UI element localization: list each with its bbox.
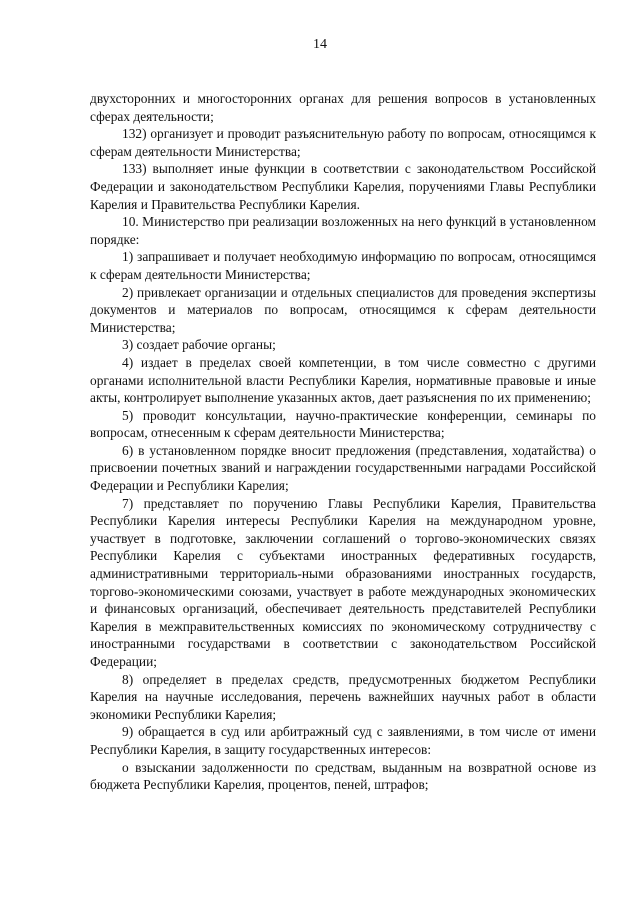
- paragraph-section-10: 10. Министерство при реализации возложенных на него функций в установленном порядке:: [90, 214, 596, 247]
- paragraph-item-132: 132) организует и проводит разъяснительную работу по вопросам, относящимся к сферам деятельности Министерства;: [90, 126, 596, 159]
- paragraph-subitem-debt: о взыскании задолженности по средствам, выданным на возвратной основе из бюджета Республики Карелия, процентов, пеней, штрафов;: [90, 759, 596, 793]
- paragraph-item-5: 5) проводит консультации, научно-практические конференции, семинары по вопросам, отнесенным к сферам деятельности Министерства;: [90, 407, 596, 441]
- paragraph-item-3: 3) создает рабочие органы;: [122, 337, 276, 353]
- paragraph-item-7: 7) представляет по поручению Главы Республики Карелия, Правительства Республики Карелия интересы Республики Карелия на международном уровне, участвует в подготовке, заключении соглашений о торгово-экономических связях Республики Карелия с субъектами иностранных федеративных государств, административными территориаль-ными образованиями иностранных государств, торгово-экономическими союзами, участвует в работе международных экономических и финансовых организаций, обеспечивает деятельность представителей Республики Карелия в межправительственных комиссиях по экономическому сотрудничеству с иностранными государствами в соответствии с законодательством Российской Федерации;: [90, 495, 596, 669]
- paragraph-item-8: 8) определяет в пределах средств, предусмотренных бюджетом Республики Карелия на научные исследования, перечень важнейших научных работ в области экономики Республики Карелия;: [90, 671, 596, 722]
- paragraph-continuation: двухсторонних и многосторонних органах для решения вопросов в установленных сферах деятельности;: [90, 91, 596, 124]
- paragraph-item-4: 4) издает в пределах своей компетенции, в том числе совместно с другими органами исполнительной власти Республики Карелия, нормативные правовые и иные акты, контролирует выполнение указанных актов, дает разъяснения по их применению;: [90, 354, 596, 406]
- paragraph-item-6: 6) в установленном порядке вносит предложения (представления, ходатайства) о присвоении почетных званий и награждении государственными наградами Российской Федерации и Республики Карелия;: [90, 442, 596, 494]
- paragraph-item-133: 133) выполняет иные функции в соответствии с законодательством Российской Федерации и законодательством Республики Карелия, поручениями Главы Республики Карелия и Правительства Республики Карелия.: [90, 161, 596, 212]
- paragraph-item-9: 9) обращается в суд или арбитражный суд с заявлениями, в том числе от имени Республики Карелия, в защиту государственных интересов:: [90, 724, 596, 757]
- paragraph-item-1: 1) запрашивает и получает необходимую информацию по вопросам, относящимся к сферам деятельности Министерства;: [90, 249, 596, 282]
- paragraph-item-2: 2) привлекает организации и отдельных специалистов для проведения экспертизы документов и материалов по вопросам, относящимся к сферам деятельности Министерства;: [90, 284, 596, 335]
- document-body: [90, 90, 596, 794]
- page-number: 14: [313, 37, 327, 52]
